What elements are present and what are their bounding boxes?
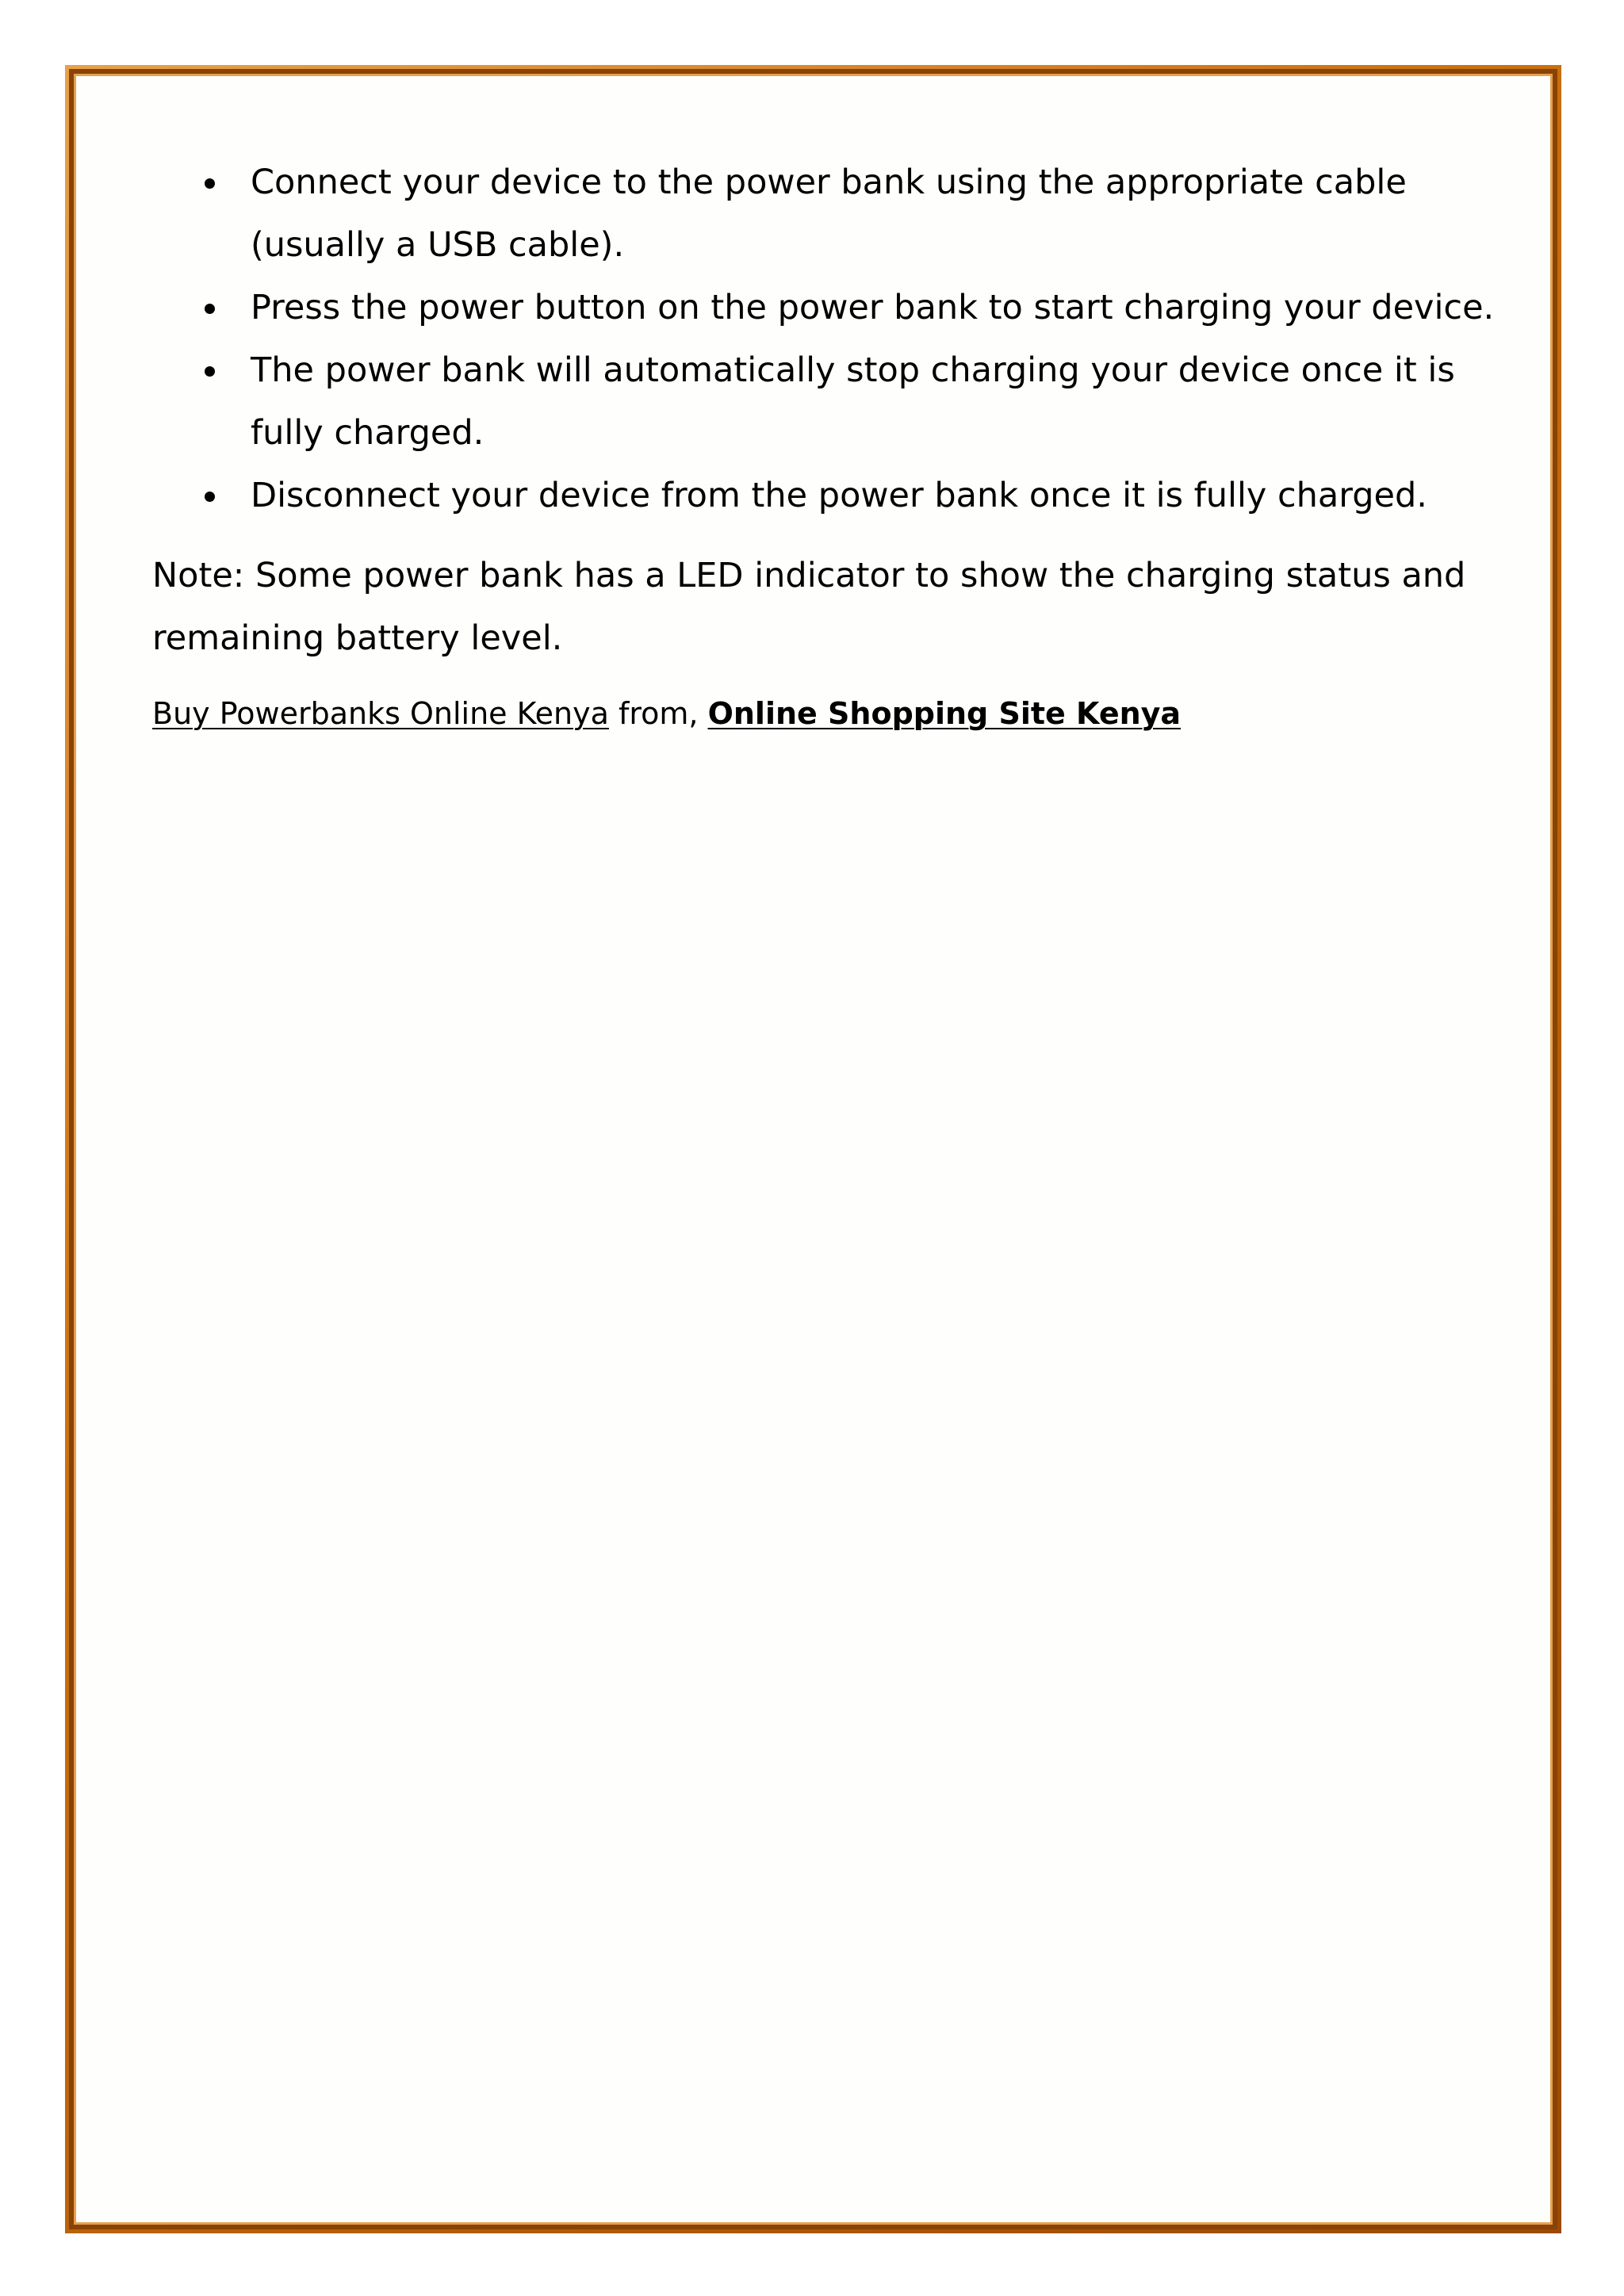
page-border-frame xyxy=(65,65,1561,2233)
list-item xyxy=(251,151,1532,277)
list-item-text: Press the power button on the power bank to start charging your device. xyxy=(251,288,1495,327)
page-content-area xyxy=(76,76,1550,2222)
list-item xyxy=(251,339,1532,465)
note-paragraph: Note: Some power bank has a LED indicator to show the charging status and remaining battery level. xyxy=(152,556,1466,658)
source-line xyxy=(152,690,1532,737)
list-item xyxy=(251,277,1532,339)
list-item-text: Connect your device to the power bank using the appropriate cable (usually a USB cable). xyxy=(251,163,1407,265)
bullet-icon xyxy=(205,492,215,502)
page-border-mid xyxy=(69,69,1557,2229)
page-border-inner xyxy=(74,74,1553,2225)
source-connector-text: from, xyxy=(608,696,708,731)
document-body xyxy=(152,151,1532,737)
online-shopping-site-link[interactable]: Online Shopping Site Kenya xyxy=(707,696,1182,731)
buy-powerbanks-link[interactable]: Buy Powerbanks Online Kenya xyxy=(152,696,609,731)
list-item-text: Disconnect your device from the power bank once it is fully charged. xyxy=(251,476,1427,515)
bullet-icon xyxy=(205,178,215,189)
instructions-list xyxy=(152,151,1532,527)
bullet-icon xyxy=(205,304,215,314)
list-item-text: The power bank will automatically stop charging your device once it is fully charged. xyxy=(251,350,1455,453)
list-item xyxy=(251,465,1532,527)
bullet-icon xyxy=(205,366,215,377)
